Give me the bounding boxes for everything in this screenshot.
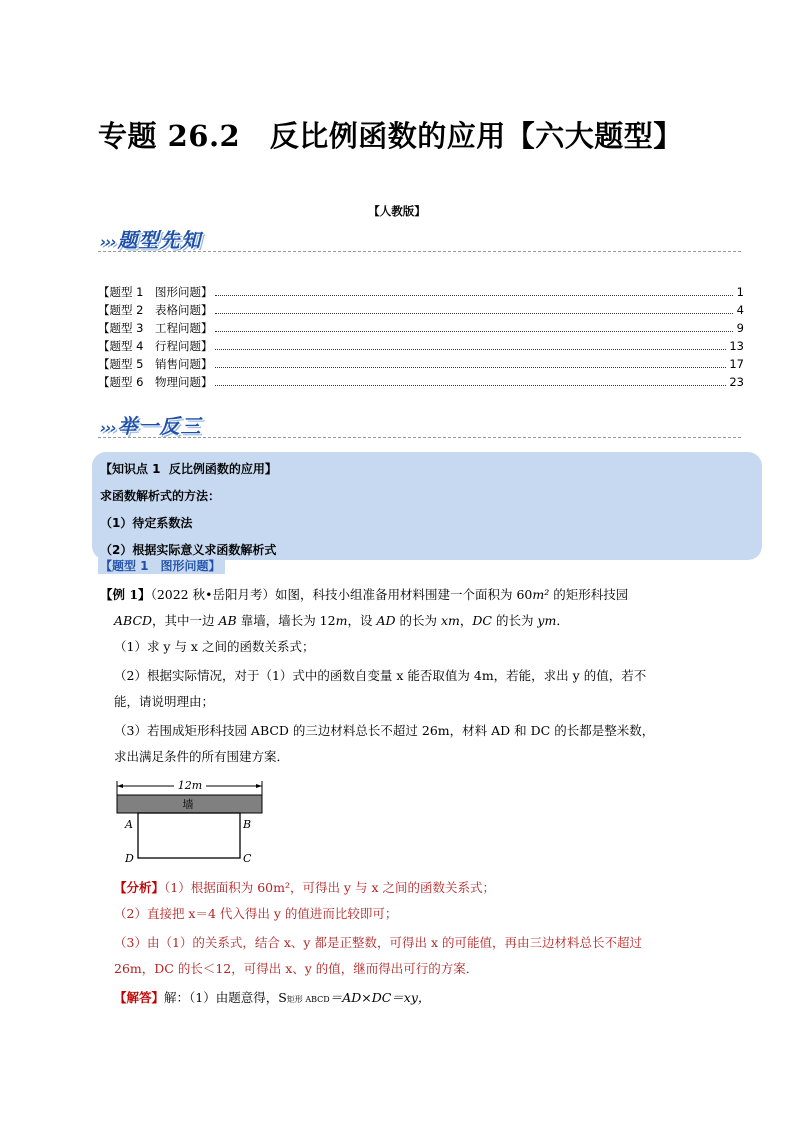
analysis-text: （1）根据面积为 60m²，可得出 y 与 x 之间的函数关系式； bbox=[164, 880, 495, 895]
toc-leader-dots bbox=[215, 331, 733, 332]
solution-label: 【解答】 bbox=[114, 990, 165, 1005]
vertex-label-a: A bbox=[125, 818, 133, 831]
toc-leader-dots bbox=[215, 349, 726, 350]
vertex-label-b: B bbox=[243, 818, 252, 831]
question-1: （1）求 y 与 x 之间的函数关系式； bbox=[114, 639, 315, 654]
analysis-line: （3）由（1）的关系式，结合 x、y 都是正整数，可得出 x 的可能值，再由三边材料总长不超过 bbox=[114, 935, 642, 950]
example-text: 靠墙，墙长为 12 bbox=[236, 613, 336, 628]
toc-leader-dots bbox=[215, 385, 726, 386]
solution-subscript: 矩形 ABCD bbox=[286, 995, 330, 1004]
knowledge-point-box bbox=[92, 452, 762, 560]
toc-item-label: 【题型 4 行程问题】 bbox=[98, 339, 213, 353]
solution-line bbox=[114, 990, 430, 1008]
arrow-left-icon bbox=[117, 784, 123, 788]
section-banner-examples bbox=[100, 410, 202, 436]
analysis-line: 26m，DC 的长＜12，可得出 x、y 的值，继而得出可行的方案． bbox=[114, 961, 479, 976]
banner-text: 题型先知 bbox=[117, 228, 202, 252]
math-var: ym bbox=[537, 613, 557, 628]
toc-item[interactable] bbox=[98, 356, 744, 374]
toc-item-page: 23 bbox=[729, 375, 744, 389]
example-text: 的长为 bbox=[395, 613, 441, 628]
edition-label: 【人教版】 bbox=[368, 204, 426, 218]
triple-arrow-icon: ››› bbox=[100, 233, 116, 251]
toc-item-page: 9 bbox=[736, 321, 744, 335]
rectangle-abcd bbox=[138, 813, 240, 858]
question-3-cont: 求出满足条件的所有围建方案． bbox=[114, 749, 290, 764]
question-3: （3）若围成矩形科技园 ABCD 的三边材料总长不超过 26m，材料 AD 和 DC 的长都是整米数， bbox=[114, 723, 655, 738]
analysis-line bbox=[114, 880, 495, 896]
toc-item-page: 17 bbox=[729, 357, 744, 371]
toc-leader-dots bbox=[215, 313, 733, 314]
example-text: 的长为 bbox=[491, 613, 538, 628]
toc-item[interactable] bbox=[98, 320, 744, 338]
solution-text: 解：（1）由题意得，S bbox=[164, 990, 287, 1005]
example-unit: m² bbox=[532, 587, 550, 602]
toc-item-label: 【题型 6 物理问题】 bbox=[98, 375, 213, 389]
arrow-right-icon bbox=[256, 784, 262, 788]
section-banner-types bbox=[100, 224, 202, 250]
section-divider bbox=[98, 437, 741, 438]
toc-item-page: 4 bbox=[736, 303, 744, 317]
toc-item-label: 【题型 5 销售问题】 bbox=[98, 357, 213, 371]
section-divider bbox=[98, 251, 741, 252]
example-label: 【例 1】 bbox=[100, 587, 151, 602]
toc-item[interactable] bbox=[98, 284, 744, 302]
toc-item-page: 13 bbox=[729, 339, 744, 353]
question-2: （2）根据实际情况，对于（1）式中的函数自变量 x 能否取值为 4m，若能，求出 y 的值，若不 bbox=[114, 668, 647, 683]
math-var: ABCD bbox=[114, 613, 153, 628]
toc-leader-dots bbox=[215, 295, 733, 296]
analysis-line: （2）直接把 x＝4 代入得出 y 的值进而比较即可； bbox=[114, 906, 398, 921]
table-of-contents bbox=[98, 284, 744, 392]
example-text: 的矩形科技园 bbox=[549, 587, 629, 602]
example-text: （2022 秋•岳阳月考）如图，科技小组准备用材料围建一个面积为 60 bbox=[150, 587, 533, 602]
length-label: 12m bbox=[177, 779, 203, 792]
page-title: 专题 26.2 反比例函数的应用【六大题型】 bbox=[98, 119, 683, 153]
toc-item-label: 【题型 1 图形问题】 bbox=[98, 285, 213, 299]
math-var: m bbox=[335, 613, 348, 628]
toc-item-page: 1 bbox=[736, 285, 744, 299]
math-var: AB bbox=[218, 613, 237, 628]
vertex-label-d: D bbox=[125, 852, 134, 865]
toc-item[interactable] bbox=[98, 374, 744, 392]
question-2-cont: 能，请说明理由； bbox=[114, 694, 215, 709]
type-heading: 【题型 1 图形问题】 bbox=[98, 558, 225, 574]
wall-label: 墙 bbox=[182, 798, 194, 811]
toc-leader-dots bbox=[215, 367, 726, 368]
vertex-label-c: C bbox=[243, 852, 252, 865]
solution-text: ＝AD×DC＝xy， bbox=[329, 990, 431, 1005]
example-text: ，设 bbox=[347, 613, 377, 628]
math-var: xm bbox=[440, 613, 460, 628]
example-line bbox=[100, 587, 628, 603]
knowledge-line: （2）根据实际意义求函数解析式 bbox=[100, 543, 277, 557]
example-line bbox=[114, 613, 569, 629]
math-var: AD bbox=[376, 613, 396, 628]
toc-item-label: 【题型 3 工程问题】 bbox=[98, 321, 213, 335]
banner-text: 举一反三 bbox=[117, 414, 202, 438]
toc-item[interactable] bbox=[98, 338, 744, 356]
toc-item-label: 【题型 2 表格问题】 bbox=[98, 303, 213, 317]
triple-arrow-icon: ››› bbox=[100, 419, 116, 437]
analysis-label: 【分析】 bbox=[114, 880, 165, 895]
toc-item[interactable] bbox=[98, 302, 744, 320]
example-text: ， bbox=[459, 613, 473, 628]
math-var: DC bbox=[472, 613, 492, 628]
knowledge-title: 【知识点 1 反比例函数的应用】 bbox=[100, 462, 277, 476]
example-text: ，其中一边 bbox=[152, 613, 219, 628]
rectangle-park-diagram bbox=[112, 776, 272, 868]
knowledge-line: （1）待定系数法 bbox=[100, 516, 193, 530]
example-text: ． bbox=[556, 613, 569, 628]
knowledge-line: 求函数解析式的方法： bbox=[100, 489, 221, 503]
